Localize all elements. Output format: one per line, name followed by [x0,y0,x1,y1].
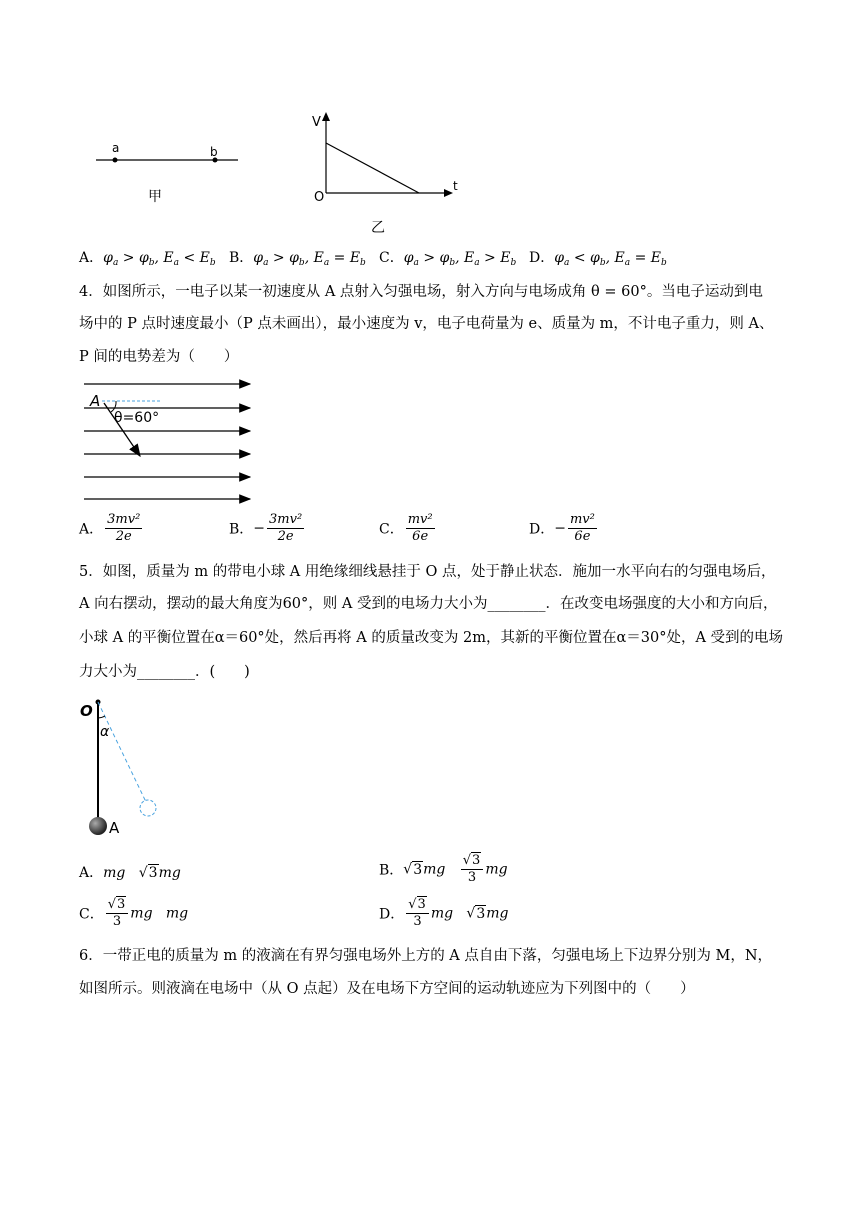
q5-line-2: A 向右摆动，摆动的最大角度为60°，则 A 受到的电场力大小为________．在改变电场强度的大小和方向后， [79,596,778,612]
t-axis-arrow [444,189,453,197]
origin-label: O [314,190,325,205]
q3-option-d: D．$\varphi_a < \varphi_b$, $E_a = E_b$ [529,250,667,268]
q4-option-a: A． $\frac{\text{3mv²}}{2e}$ [79,512,141,544]
q5-option-b: B．√3mg $\frac{√3}{3}$ mg [379,853,508,885]
q3-option-b: B．$\varphi_a > \varphi_b$, $E_a = E_b$ [229,250,366,268]
point-a-label: A [90,392,101,410]
ball-a [89,817,107,835]
q5-option-c: C． $\frac{√3}{3}$ mg mg [79,897,189,929]
q3-option-a: A．$\varphi_a > \varphi_b$, $E_a < E_b$ [79,250,216,268]
figure-yi [306,108,476,238]
caption-yi: 乙 [371,220,385,236]
q4-option-c: C． $\frac{\text{mv²}}{6e}$ [379,512,433,544]
q5-option-d: D． $\frac{√3}{3}$ mg √3mg [379,897,509,929]
q4-line-3: P 间的电势差为（ ） [79,349,239,365]
q6-line-2: 如图所示。则液滴在电场中（从 O 点起）及在电场下方空间的运动轨迹应为下列图中的（ ） [79,981,695,997]
vt-line [326,143,419,193]
angle-label: θ=60° [114,410,160,426]
point-a-dot [113,158,118,163]
q6-line-1: 6．一带正电的质量为 m 的液滴在有界匀强电场外上方的 A 点自由下落，匀强电场上下边界分别为 M，N， [79,948,773,964]
q4-option-d: D．− $\frac{\text{mv²}}{6e}$ [529,512,595,544]
v-axis-label: V [312,115,321,130]
q5-option-a: A．mg √3mg [79,865,181,881]
figure-q5-pendulum [78,692,178,842]
ball-label: A [109,819,120,837]
point-b-label: b [210,145,218,159]
caption-jia: 甲 [148,189,162,205]
t-axis-label: t [453,179,458,193]
deflected-ball-dashed [140,800,156,816]
q5-line-4: 力大小为________．( ) [79,664,250,680]
alpha-label: α [100,724,110,740]
figure-jia [90,135,250,215]
q4-line-2: 场中的 P 点时速度最小（P 点未画出），最小速度为 v，电子电荷量为 e、质量为 m，不计电子重力，则 A、 [79,316,774,332]
q5-line-1: 5．如图，质量为 m 的带电小球 A 用绝缘细线悬挂于 O 点，处于静止状态．施加一水平向右的匀强电场后， [79,564,776,580]
deflected-string-dashed [98,702,146,802]
alpha-arc [98,716,105,718]
q5-line-3: 小球 A 的平衡位置在α＝60°处，然后再将 A 的质量改变为 2m，其新的平衡位置在α＝30°处，A 受到的电场 [79,630,784,646]
v-axis-arrow [322,112,330,121]
q3-option-c: C．$\varphi_a > \varphi_b$, $E_a > E_b$ [379,250,517,268]
figure-q4-field [80,374,260,509]
pivot-label: O [80,702,93,720]
point-a-label: a [112,141,120,155]
q4-line-1: 4．如图所示，一电子以某一初速度从 A 点射入匀强电场，射入方向与电场成角 θ = 60°。当电子运动到电 [79,284,763,300]
q4-option-b: B．− $\frac{\text{3mv²}}{2e}$ [229,512,303,544]
